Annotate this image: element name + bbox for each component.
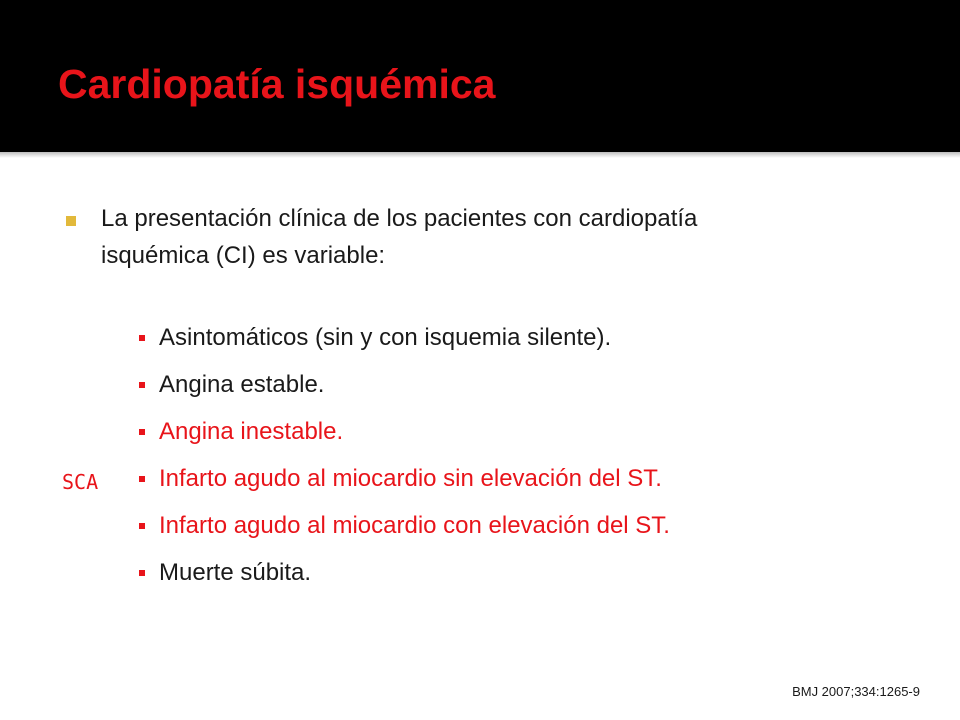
list-item-text: Asintomáticos (sin y con isquemia silente).	[159, 324, 612, 351]
slide-content	[0, 158, 960, 720]
citation: BMJ 2007;334:1265-9	[792, 684, 920, 699]
presentation-list	[136, 322, 670, 604]
list-item-text: Infarto agudo al miocardio sin elevación del ST.	[159, 465, 662, 492]
list-item-text: Infarto agudo al miocardio con elevación del ST.	[159, 512, 670, 539]
square-bullet-icon	[64, 200, 84, 220]
list-item-text: Angina inestable.	[159, 418, 344, 445]
bullet-square	[66, 216, 76, 226]
bullet-marker-icon	[139, 335, 145, 341]
intro-text	[101, 200, 901, 274]
bullet-marker-icon	[139, 382, 145, 388]
list-item-text: Muerte súbita.	[159, 559, 312, 586]
bullet-marker-icon	[139, 429, 145, 435]
list-item	[136, 369, 670, 416]
bullet-marker-icon	[139, 476, 145, 482]
sca-label: SCA	[62, 470, 99, 494]
list-item	[136, 463, 670, 510]
list-item	[136, 322, 670, 369]
intro-line-2: isquémica (CI) es variable:	[101, 242, 386, 269]
intro-line-1: La presentación clínica de los pacientes con cardiopatía	[101, 205, 698, 232]
list-item-text: Angina estable.	[159, 371, 325, 398]
bullet-marker-icon	[139, 523, 145, 529]
bullet-marker-icon	[139, 570, 145, 576]
list-item	[136, 416, 670, 463]
list-item	[136, 557, 670, 604]
list-item	[136, 510, 670, 557]
title-bar	[0, 0, 960, 152]
slide-title: Cardiopatía isquémica	[58, 61, 496, 107]
